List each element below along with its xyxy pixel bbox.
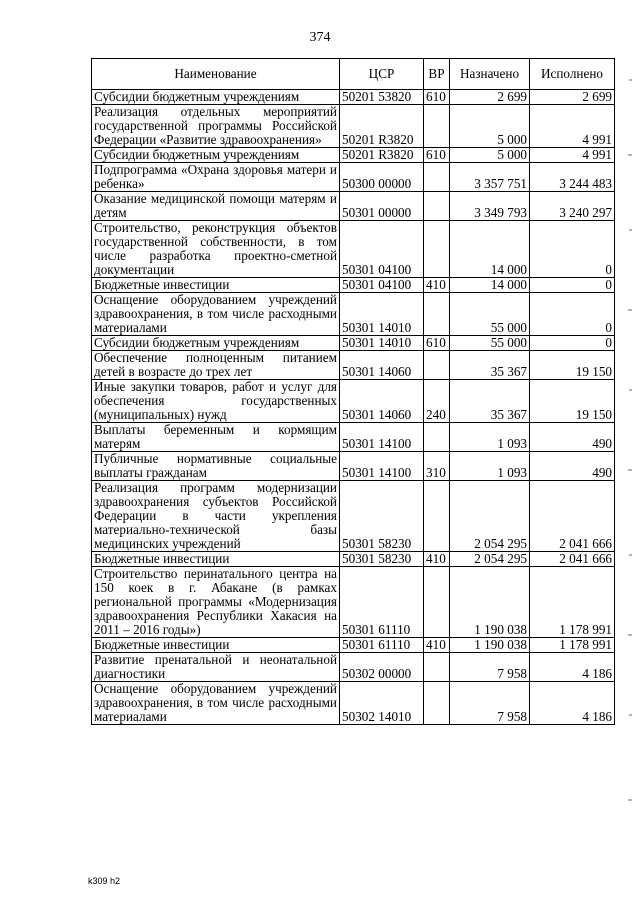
row-executed-cell: 0 bbox=[530, 278, 615, 293]
row-csr-cell: 50301 04100 bbox=[340, 278, 424, 293]
row-csr-cell: 50301 00000 bbox=[340, 192, 424, 221]
header-vr: ВР bbox=[424, 59, 450, 90]
row-csr-cell: 50301 14060 bbox=[340, 380, 424, 423]
header-csr: ЦСР bbox=[340, 59, 424, 90]
table-row bbox=[92, 90, 615, 105]
row-assigned-cell: 3 349 793 bbox=[450, 192, 530, 221]
row-executed-cell: 0 bbox=[530, 293, 615, 336]
row-assigned-cell: 35 367 bbox=[450, 380, 530, 423]
row-assigned-cell: 55 000 bbox=[450, 293, 530, 336]
row-name-cell: Реализация отдельных мероприятий государственной программы Российской Федерации «Развитие здравоохранения» bbox=[92, 105, 340, 148]
row-assigned-cell: 35 367 bbox=[450, 351, 530, 380]
table-row bbox=[92, 452, 615, 481]
row-name-cell: Подпрограмма «Охрана здоровья матери и ребенка» bbox=[92, 163, 340, 192]
row-executed-cell: 3 244 483 bbox=[530, 163, 615, 192]
row-name-cell: Оснащение оборудованием учреждений здравоохранения, в том числе расходными материалами bbox=[92, 293, 340, 336]
row-vr-cell: 610 bbox=[424, 148, 450, 163]
row-name-cell: Строительство перинатального центра на 150 коек в г. Абакане (в рамках региональной программы «Модернизация здравоохранения Республики Хакасия на 2011 – 2016 годы») bbox=[92, 567, 340, 638]
budget-table bbox=[91, 58, 615, 725]
row-csr-cell: 50301 14100 bbox=[340, 452, 424, 481]
row-executed-cell: 3 240 297 bbox=[530, 192, 615, 221]
row-assigned-cell: 2 699 bbox=[450, 90, 530, 105]
row-vr-cell bbox=[424, 653, 450, 682]
row-csr-cell: 50301 61110 bbox=[340, 638, 424, 653]
header-assigned: Назначено bbox=[450, 59, 530, 90]
row-csr-cell: 50301 58230 bbox=[340, 481, 424, 552]
row-csr-cell: 50301 14010 bbox=[340, 336, 424, 351]
table-row bbox=[92, 221, 615, 278]
row-csr-cell: 50301 61110 bbox=[340, 567, 424, 638]
row-vr-cell: 410 bbox=[424, 552, 450, 567]
row-csr-cell: 50301 04100 bbox=[340, 221, 424, 278]
table-row bbox=[92, 552, 615, 567]
table-row bbox=[92, 351, 615, 380]
row-vr-cell bbox=[424, 423, 450, 452]
row-executed-cell: 490 bbox=[530, 423, 615, 452]
footer-code: k309 h2 bbox=[88, 876, 121, 886]
table-row bbox=[92, 638, 615, 653]
row-vr-cell bbox=[424, 481, 450, 552]
row-executed-cell: 0 bbox=[530, 221, 615, 278]
row-executed-cell: 1 178 991 bbox=[530, 567, 615, 638]
row-vr-cell bbox=[424, 351, 450, 380]
row-csr-cell: 50301 14060 bbox=[340, 351, 424, 380]
row-csr-cell: 50302 14010 bbox=[340, 682, 424, 725]
row-assigned-cell: 1 190 038 bbox=[450, 638, 530, 653]
row-name-cell: Оказание медицинской помощи матерям и детям bbox=[92, 192, 340, 221]
row-name-cell: Бюджетные инвестиции bbox=[92, 638, 340, 653]
header-name: Наименование bbox=[92, 59, 340, 90]
row-executed-cell: 2 699 bbox=[530, 90, 615, 105]
row-vr-cell bbox=[424, 192, 450, 221]
row-name-cell: Развитие пренатальной и неонатальной диагностики bbox=[92, 653, 340, 682]
table-row bbox=[92, 481, 615, 552]
table-row bbox=[92, 278, 615, 293]
row-executed-cell: 4 991 bbox=[530, 105, 615, 148]
row-assigned-cell: 14 000 bbox=[450, 278, 530, 293]
row-csr-cell: 50301 14010 bbox=[340, 293, 424, 336]
row-vr-cell: 310 bbox=[424, 452, 450, 481]
row-vr-cell: 610 bbox=[424, 336, 450, 351]
row-name-cell: Иные закупки товаров, работ и услуг для обеспечения государственных (муниципальных) нужд bbox=[92, 380, 340, 423]
row-vr-cell bbox=[424, 293, 450, 336]
scan-margin-marks bbox=[626, 60, 634, 880]
table-row bbox=[92, 163, 615, 192]
row-executed-cell: 2 041 666 bbox=[530, 481, 615, 552]
row-assigned-cell: 3 357 751 bbox=[450, 163, 530, 192]
row-name-cell: Бюджетные инвестиции bbox=[92, 278, 340, 293]
row-name-cell: Выплаты беременным и кормящим матерям bbox=[92, 423, 340, 452]
row-name-cell: Субсидии бюджетным учреждениям bbox=[92, 90, 340, 105]
row-executed-cell: 19 150 bbox=[530, 351, 615, 380]
table-row bbox=[92, 336, 615, 351]
row-vr-cell bbox=[424, 682, 450, 725]
row-assigned-cell: 1 190 038 bbox=[450, 567, 530, 638]
table-row bbox=[92, 293, 615, 336]
table-header-row bbox=[92, 59, 615, 90]
table-row bbox=[92, 423, 615, 452]
row-vr-cell bbox=[424, 105, 450, 148]
row-vr-cell: 610 bbox=[424, 90, 450, 105]
row-name-cell: Оснащение оборудованием учреждений здравоохранения, в том числе расходными материалами bbox=[92, 682, 340, 725]
row-executed-cell: 4 186 bbox=[530, 653, 615, 682]
table-row bbox=[92, 148, 615, 163]
row-csr-cell: 50201 R3820 bbox=[340, 105, 424, 148]
row-vr-cell: 240 bbox=[424, 380, 450, 423]
row-executed-cell: 1 178 991 bbox=[530, 638, 615, 653]
table-body bbox=[92, 90, 615, 725]
row-assigned-cell: 2 054 295 bbox=[450, 481, 530, 552]
row-csr-cell: 50300 00000 bbox=[340, 163, 424, 192]
row-executed-cell: 2 041 666 bbox=[530, 552, 615, 567]
row-csr-cell: 50201 53820 bbox=[340, 90, 424, 105]
page-number: 374 bbox=[309, 30, 331, 45]
row-csr-cell: 50201 R3820 bbox=[340, 148, 424, 163]
row-assigned-cell: 7 958 bbox=[450, 682, 530, 725]
table-row bbox=[92, 192, 615, 221]
row-vr-cell: 410 bbox=[424, 638, 450, 653]
row-executed-cell: 19 150 bbox=[530, 380, 615, 423]
row-name-cell: Реализация программ модернизации здравоохранения субъектов Российской Федерации в части укрепления материально-технической базы медицинских учреждений bbox=[92, 481, 340, 552]
row-csr-cell: 50302 00000 bbox=[340, 653, 424, 682]
row-name-cell: Бюджетные инвестиции bbox=[92, 552, 340, 567]
row-assigned-cell: 5 000 bbox=[450, 105, 530, 148]
row-name-cell: Субсидии бюджетным учреждениям bbox=[92, 148, 340, 163]
row-name-cell: Строительство, реконструкция объектов государственной собственности, в том числе разработка проектно-сметной документации bbox=[92, 221, 340, 278]
row-executed-cell: 4 186 bbox=[530, 682, 615, 725]
row-name-cell: Публичные нормативные социальные выплаты гражданам bbox=[92, 452, 340, 481]
row-executed-cell: 0 bbox=[530, 336, 615, 351]
table-row bbox=[92, 653, 615, 682]
table-row bbox=[92, 380, 615, 423]
row-vr-cell bbox=[424, 567, 450, 638]
row-vr-cell bbox=[424, 163, 450, 192]
row-executed-cell: 490 bbox=[530, 452, 615, 481]
header-executed: Исполнено bbox=[530, 59, 615, 90]
row-assigned-cell: 7 958 bbox=[450, 653, 530, 682]
row-assigned-cell: 1 093 bbox=[450, 452, 530, 481]
row-name-cell: Субсидии бюджетным учреждениям bbox=[92, 336, 340, 351]
row-csr-cell: 50301 14100 bbox=[340, 423, 424, 452]
row-assigned-cell: 14 000 bbox=[450, 221, 530, 278]
table-row bbox=[92, 682, 615, 725]
row-executed-cell: 4 991 bbox=[530, 148, 615, 163]
row-vr-cell bbox=[424, 221, 450, 278]
table-row bbox=[92, 567, 615, 638]
row-name-cell: Обеспечение полноценным питанием детей в возрасте до трех лет bbox=[92, 351, 340, 380]
row-assigned-cell: 55 000 bbox=[450, 336, 530, 351]
row-assigned-cell: 5 000 bbox=[450, 148, 530, 163]
row-vr-cell: 410 bbox=[424, 278, 450, 293]
row-assigned-cell: 1 093 bbox=[450, 423, 530, 452]
row-csr-cell: 50301 58230 bbox=[340, 552, 424, 567]
row-assigned-cell: 2 054 295 bbox=[450, 552, 530, 567]
table-row bbox=[92, 105, 615, 148]
